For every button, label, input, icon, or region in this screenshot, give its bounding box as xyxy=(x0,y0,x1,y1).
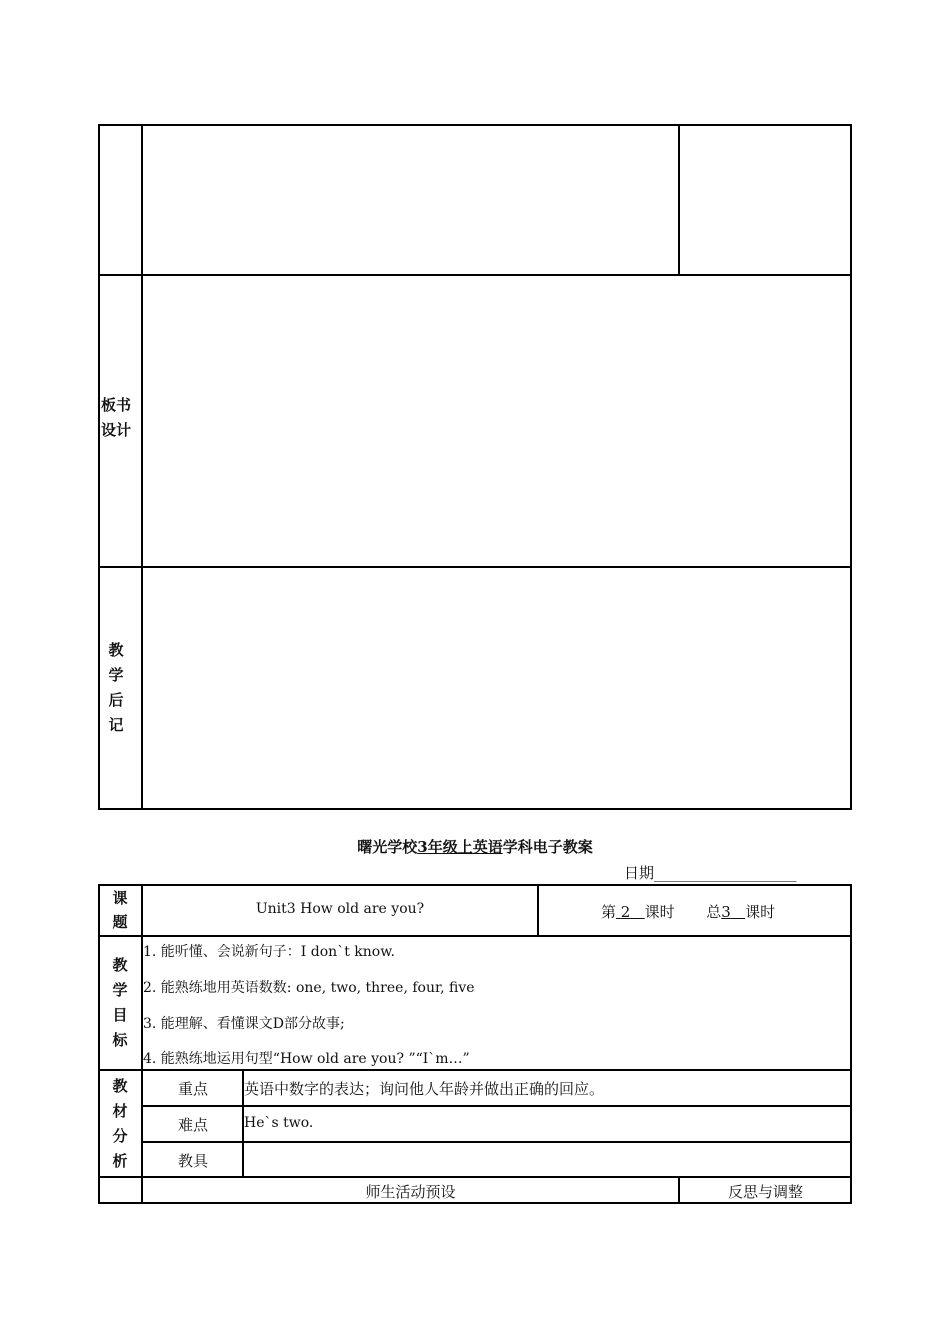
teaching-reflection-char-3: 后 xyxy=(108,691,124,709)
topic-label-char-2: 题 xyxy=(112,913,128,931)
objective-item: 4. 能熟练地运用句型“How old are you? ”“I`m…” xyxy=(143,1051,470,1067)
key-point-value: 英语中数字的表达；询问他人年龄并做出正确的回应。 xyxy=(244,1080,605,1098)
analysis-label-char-1: 教 xyxy=(112,1077,128,1095)
objectives-label-char-2: 学 xyxy=(112,981,128,999)
period-number: 2 xyxy=(620,903,631,921)
analysis-label xyxy=(98,1074,142,1174)
date-line xyxy=(624,862,797,883)
date-label: 日期 xyxy=(624,864,655,882)
reflection-header: 反思与调整 xyxy=(727,1183,803,1201)
analysis-label-char-4: 析 xyxy=(112,1152,128,1170)
total-number: 3 xyxy=(721,903,731,921)
date-blank: ___________________ xyxy=(654,864,797,882)
topic-label-char-1: 课 xyxy=(112,889,128,907)
total-prefix: 总 xyxy=(706,903,722,921)
objective-item: 2. 能熟练地用英语数数: one, two, three, four, five xyxy=(143,980,475,996)
title-underlined: 3年级上英语 xyxy=(417,838,503,856)
objective-item: 3. 能理解、看懂课文D部分故事; xyxy=(143,1016,345,1032)
total-unit: 课时 xyxy=(745,903,776,921)
activities-header: 师生活动预设 xyxy=(365,1183,456,1201)
objectives-label-char-4: 标 xyxy=(112,1031,128,1049)
teaching-reflection-char-1: 教 xyxy=(108,641,124,659)
objectives-label-char-1: 教 xyxy=(112,956,128,974)
teaching-aids-label: 教具 xyxy=(177,1152,208,1170)
title-prefix: 曙光学校 xyxy=(357,838,418,856)
upper-table xyxy=(98,124,852,810)
analysis-label-char-2: 材 xyxy=(112,1102,128,1120)
difficulty-value: He`s two. xyxy=(244,1115,314,1131)
period-info xyxy=(601,901,775,922)
teaching-reflection-char-4: 记 xyxy=(108,716,124,734)
topic-label xyxy=(98,886,142,934)
key-point-label: 重点 xyxy=(177,1080,208,1098)
board-design-label xyxy=(98,393,134,443)
period-unit: 课时 xyxy=(644,903,675,921)
objectives-label-char-3: 目 xyxy=(112,1006,128,1024)
difficulty-label: 难点 xyxy=(177,1116,208,1134)
objectives-label xyxy=(98,953,142,1053)
analysis-label-char-3: 分 xyxy=(112,1127,128,1145)
topic-value: Unit3 How old are you? xyxy=(255,901,425,917)
teaching-reflection-char-2: 学 xyxy=(108,666,124,684)
objective-item: 1. 能听懂、会说新句子：I don`t know. xyxy=(143,944,395,960)
teaching-reflection-label xyxy=(98,638,134,738)
board-design-label-line-2: 设计 xyxy=(100,421,131,439)
board-design-label-line-1: 板书 xyxy=(100,396,131,414)
page-title xyxy=(0,836,950,857)
title-suffix: 学科电子教案 xyxy=(502,838,593,856)
period-prefix: 第 xyxy=(601,903,617,921)
